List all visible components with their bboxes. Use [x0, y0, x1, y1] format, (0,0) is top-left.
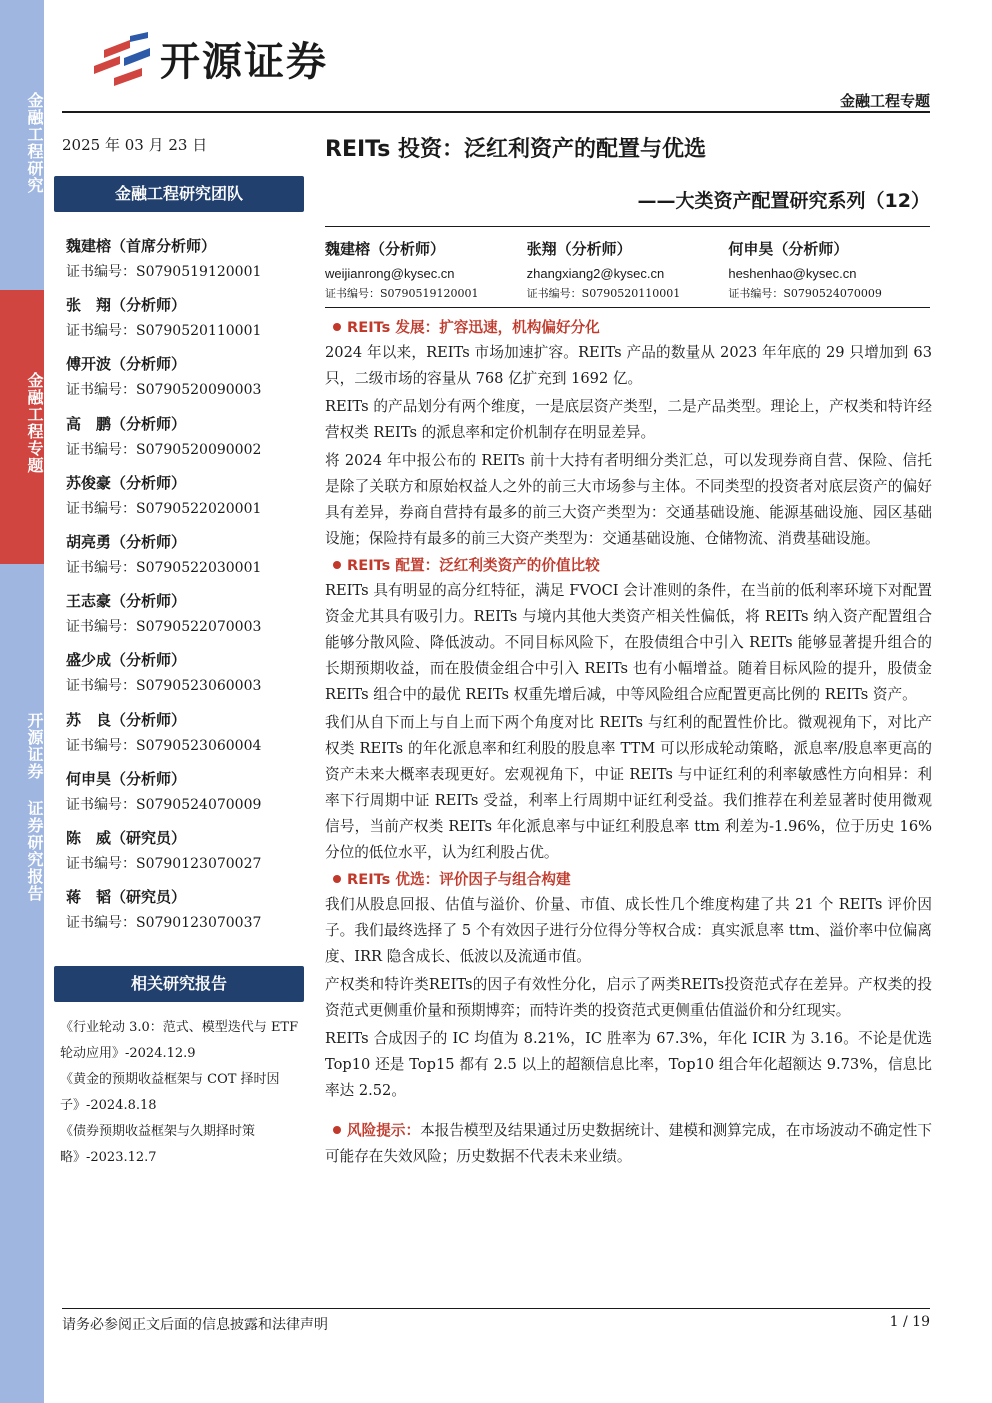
team-member-name: 何申昊（分析师） — [66, 769, 187, 788]
side-label-brand: 开源证券 证券研究报告 — [25, 712, 44, 902]
authors-divider — [325, 307, 930, 308]
related-heading: 相关研究报告 — [54, 966, 304, 1002]
side-label-research: 金融工程研究 — [25, 92, 44, 194]
risk-label: 风险提示： — [347, 1122, 421, 1139]
brand-logo — [90, 30, 328, 87]
summary-paragraph: 我们从股息回报、估值与溢价、价量、市值、成长性几个维度构建了共 21 个 REITs 评价因子。我们最终选择了 5 个有效因子进行分位得分等权合成：真实派息率 ttm、溢价率中位偏离度、IRR 隐含成长、低波以及流通市值。 — [325, 896, 932, 965]
team-member — [66, 710, 306, 769]
team-member — [66, 591, 306, 650]
summary-paragraph: 将 2024 年中报公布的 REITs 前十大持有者明细分类汇总，可以发现券商自营、保险、信托是除了关联方和原始权益人之外的前三大市场参与主体。不同类型的投资者对底层资产的偏好具有差异，券商自营持有最多的前三大资产类型为：交通基础设施、能源基础设施、园区基础设施；保险持有最多的前三大资产类型为：交通基础设施、仓储物流、消费基础设施。 — [325, 452, 932, 547]
team-member — [66, 532, 306, 591]
bullet-icon — [333, 1126, 341, 1134]
side-band — [0, 0, 44, 1403]
team-member-cert: 证书编号：S0790522020001 — [66, 500, 262, 517]
section-heading: REITs 发展：扩容迅速，机构偏好分化 — [325, 316, 932, 340]
header-divider — [62, 111, 930, 113]
author-card — [325, 238, 527, 302]
team-member-name: 魏建榕（首席分析师） — [66, 237, 217, 255]
title-divider — [325, 226, 930, 227]
risk-warning — [325, 1118, 932, 1170]
summary-paragraph: REITs 的产品划分有两个维度，一是底层资产类型，二是产品类型。理论上，产权类和特许经营权类 REITs 的派息率和定价机制存在明显差异。 — [325, 398, 932, 441]
team-member-name: 蒋 韬（研究员） — [66, 888, 187, 907]
bullet-icon — [333, 323, 341, 331]
summary-paragraph: 我们从自下而上与自上而下两个角度对比 REITs 与红利的配置性价比。微观视角下，对比产权类 REITs 的年化派息率和红利股的股息率 TTM 可以形成轮动策略，派息率/股息率更高的资产未来大概率表现更好。宏观视角下，中证 REITs 与中证红利的利率敏感性方向相异：利率下行周期中证 REITs 受益，利率上行周期中证红利受益。我们推荐在利差显著时使用微观信号，当前产权类 REITs 年化派息率与中证红利股息率 ttm 利差为-1.96%，位于历史 16%分位的低位水平，认为红利股占优。 — [325, 714, 932, 861]
team-member-cert: 证书编号：S0790523060004 — [66, 737, 262, 754]
header-tag: 金融工程专题 — [839, 92, 930, 110]
author-email[interactable]: heshenhao@kysec.cn — [728, 266, 857, 281]
side-label-topic: 金融工程专题 — [25, 372, 44, 474]
team-list — [66, 236, 306, 946]
team-member-name: 高 鹏（分析师） — [66, 414, 187, 433]
risk-text: 本报告模型及结果通过历史数据统计、建模和测算完成，在市场波动不确定性下可能存在失效风险；历史数据不代表未来业绩。 — [325, 1122, 932, 1165]
report-title: REITs 投资：泛红利资产的配置与优选 — [325, 137, 706, 162]
team-member — [66, 769, 306, 828]
author-name: 魏建榕（分析师） — [325, 240, 446, 258]
report-summary — [325, 314, 932, 1170]
bullet-icon — [333, 875, 341, 883]
author-card — [728, 238, 930, 302]
author-cert: 证书编号：S0790520110001 — [526, 287, 681, 300]
summary-paragraph: 产权类和特许类REITs的因子有效性分化，启示了两类REITs投资范式存在差异。产权类的投资范式更侧重价量和预期博弈；而特许类的投资范式更侧重估值溢价和分红现实。 — [325, 976, 932, 1019]
report-date: 2025 年 03 月 23 日 — [62, 136, 208, 154]
team-member-cert: 证书编号：S0790523060003 — [66, 678, 262, 695]
related-report-item[interactable]: 《黄金的预期收益框架与 COT 择时因子》-2024.8.18 — [60, 1072, 280, 1113]
team-member-cert: 证书编号：S0790520090003 — [66, 382, 262, 399]
author-name: 张翔（分析师） — [526, 240, 632, 258]
team-member-name: 张 翔（分析师） — [66, 296, 187, 315]
team-member — [66, 887, 306, 946]
footer-disclaimer[interactable]: 请务必参阅正文后面的信息披露和法律声明 — [62, 1317, 328, 1333]
team-member — [66, 473, 306, 532]
brand-mark-icon — [90, 32, 152, 86]
team-member-name: 苏 良（分析师） — [66, 710, 187, 729]
team-member-cert: 证书编号：S0790524070009 — [66, 796, 262, 813]
team-member-name: 胡亮勇（分析师） — [66, 532, 187, 551]
team-member-name: 盛少成（分析师） — [66, 651, 187, 670]
team-member — [66, 650, 306, 709]
page-number: 1 / 19 — [889, 1314, 930, 1330]
team-heading: 金融工程研究团队 — [54, 176, 304, 212]
team-member-cert: 证书编号：S0790123070027 — [66, 855, 262, 872]
bullet-icon — [333, 561, 341, 569]
section-heading: REITs 配置：泛红利类资产的价值比较 — [325, 554, 932, 578]
author-cert: 证书编号：S0790524070009 — [728, 287, 882, 300]
summary-paragraph: REITs 合成因子的 IC 均值为 8.21%，IC 胜率为 67.3%，年化 ICIR 为 3.16。不论是优选 Top10 还是 Top15 都有 2.5 以上的超额信息比率，Top10 组合年化超额达 9.73%，信息比率达 2.52。 — [325, 1030, 932, 1099]
team-member — [66, 354, 306, 413]
team-member — [66, 236, 306, 295]
footer-divider — [62, 1308, 930, 1309]
summary-paragraph: REITs 具有明显的高分红特征，满足 FVOCI 会计准则的条件，在当前的低利率环境下对配置资金尤其具有吸引力。REITs 与境内其他大类资产相关性偏低，将 REITs 纳入资产配置组合能够分散风险、降低波动。不同目标风险下，在股债组合中引入 REITs 能够显著提升组合的长期预期收益，而在股债金组合中引入 REITs 也有小幅增益。随着目标风险的提升，股债金 REITs 组合中的最优 REITs 权重先增后减，中等风险组合应配置更高比例的 REITs 资产。 — [325, 582, 932, 703]
author-name: 何申昊（分析师） — [728, 240, 849, 258]
author-card — [527, 238, 729, 302]
section-heading: REITs 优选：评价因子与组合构建 — [325, 868, 932, 892]
team-member-name: 傅开波（分析师） — [66, 355, 187, 374]
team-member-name: 王志豪（分析师） — [66, 592, 187, 611]
team-member-cert: 证书编号：S0790522030001 — [66, 559, 262, 576]
team-member — [66, 295, 306, 354]
related-report-item[interactable]: 《行业轮动 3.0：范式、模型迭代与 ETF 轮动应用》-2024.12.9 — [60, 1020, 299, 1061]
author-cert: 证书编号：S0790519120001 — [325, 287, 479, 300]
report-subtitle: ——大类资产配置研究系列（12） — [637, 190, 930, 212]
author-row — [325, 238, 930, 302]
brand-name: 开源证券 — [160, 39, 328, 85]
related-report-item[interactable]: 《债券预期收益框架与久期择时策略》-2023.12.7 — [60, 1124, 256, 1165]
team-member — [66, 828, 306, 887]
author-email[interactable]: weijianrong@kysec.cn — [325, 266, 455, 281]
team-member-name: 苏俊豪（分析师） — [66, 473, 187, 492]
team-member-name: 陈 威（研究员） — [66, 828, 187, 847]
related-reports-list — [60, 1015, 308, 1171]
summary-paragraph: 2024 年以来，REITs 市场加速扩容。REITs 产品的数量从 2023 年年底的 29 只增加到 63 只，二级市场的容量从 768 亿扩充到 1692 亿。 — [325, 344, 932, 387]
team-member-cert: 证书编号：S0790522070003 — [66, 619, 262, 636]
team-member — [66, 414, 306, 473]
team-member-cert: 证书编号：S0790519120001 — [66, 264, 262, 280]
team-member-cert: 证书编号：S0790123070037 — [66, 915, 262, 932]
team-member-cert: 证书编号：S0790520090002 — [66, 441, 262, 458]
author-email[interactable]: zhangxiang2@kysec.cn — [526, 266, 665, 281]
team-member-cert: 证书编号：S0790520110001 — [66, 323, 262, 340]
